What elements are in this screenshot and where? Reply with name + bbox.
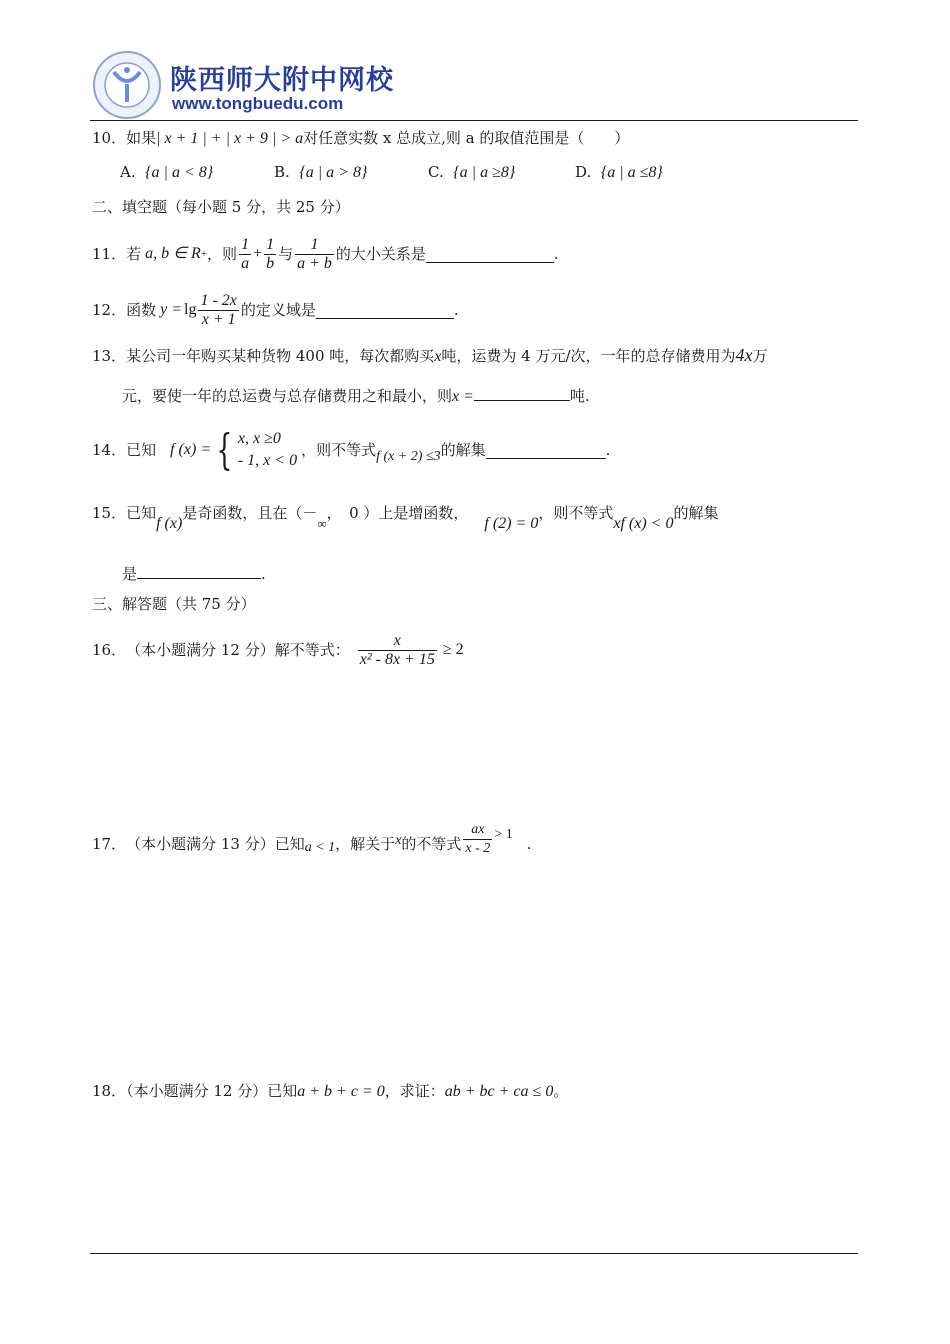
q12-end: . [453, 301, 459, 319]
question-15-line-2 [122, 562, 266, 584]
q10-text: 如果 [126, 129, 157, 147]
q11-text-and: 与 [278, 245, 294, 263]
q15-end: . [261, 565, 266, 583]
answer-blank[interactable] [486, 442, 606, 459]
q11-text-post: 的大小关系是 [335, 245, 426, 263]
q11-text: 若 [126, 245, 142, 263]
q17-text-post: 的不等式 [401, 835, 462, 853]
denominator: b [266, 254, 275, 272]
numerator: x [393, 631, 401, 649]
answer-blank[interactable] [316, 302, 454, 319]
q11-text-then: ，则 [207, 245, 238, 263]
question-18 [92, 1081, 568, 1102]
denominator: x - 2 [465, 840, 491, 856]
question-number: 16． [92, 641, 127, 659]
q10-option-d [575, 162, 663, 183]
option-label: C. [428, 163, 444, 181]
question-10 [92, 128, 629, 149]
question-number: 13． [92, 347, 127, 365]
q17-text-mid: ，解关于 [335, 835, 396, 853]
option-text: {a | a ≤8} [600, 164, 663, 181]
q17-x: x [395, 833, 402, 848]
question-13-line-2 [122, 384, 590, 407]
option-label: B. [274, 163, 290, 181]
q10-inequality: | x + 1 | + | x + 9 | > a [156, 130, 304, 147]
q12-text-post: 的定义域是 [240, 301, 316, 319]
q11-end: . [553, 245, 559, 263]
question-number: 15． [92, 504, 127, 522]
q10-option-b [274, 162, 367, 183]
option-label: A. [120, 163, 136, 181]
q16-fraction [358, 632, 437, 669]
q15-text-b: ， 0 ）上是增函数， [326, 504, 469, 522]
q15-text-c: ，则不等式 [538, 504, 614, 522]
q11-superscript: + [200, 248, 208, 260]
question-number: 18． [92, 1082, 127, 1100]
q15-text-line2: 是 [122, 565, 138, 583]
q11-condition: a, b ∈ R [145, 245, 201, 262]
q15-text-a: 是奇函数，且在（－ [182, 504, 318, 522]
answer-blank[interactable] [474, 384, 570, 401]
header-rule [90, 120, 858, 121]
footer-rule [90, 1253, 858, 1254]
q13-text-c: 万 [752, 347, 768, 365]
q18-claim: ab + bc + ca ≤ 0 [444, 1083, 554, 1100]
q13-unit: 吨. [569, 387, 590, 405]
q17-condition: a < 1 [304, 840, 336, 855]
option-text: {a | a < 8} [145, 164, 214, 181]
q15-f-of-2: f (2) = 0 [484, 515, 539, 532]
question-number: 12． [92, 301, 127, 319]
q18-text-mid: ，求证： [384, 1082, 445, 1100]
option-text: {a | a ≥8} [453, 164, 516, 181]
numerator: 1 [310, 235, 319, 253]
q17-rhs: > 1 [494, 827, 513, 842]
q12-text: 函数 [126, 301, 157, 319]
fraction-1-over-a-plus-b [295, 236, 334, 273]
section-heading-fill-in: 二、填空题（每小题 5 分，共 25 分） [92, 198, 350, 216]
denominator: a + b [297, 254, 332, 272]
q18-text: （本小题满分 12 分）已知 [126, 1082, 298, 1100]
q13-x-equals: x = [452, 388, 474, 405]
q17-end: . [526, 835, 532, 853]
q15-text-d: 的解集 [673, 504, 719, 522]
denominator: x² - 8x + 15 [359, 650, 435, 668]
question-number: 10． [92, 129, 127, 147]
answer-blank[interactable] [426, 246, 554, 263]
logo-url: www.tongbuedu.com [172, 94, 344, 113]
question-11 [92, 234, 559, 274]
q13-text: 某公司一年购买某种货物 400 吨，每次都购买 [126, 347, 435, 365]
q14-end: . [605, 441, 611, 459]
denominator: a [241, 254, 250, 272]
q12-fraction [198, 292, 238, 329]
case-2: - 1, x < 0 [237, 452, 298, 469]
logo-title: 陕西师大附中网校 [170, 65, 394, 96]
numerator: 1 [241, 235, 250, 253]
question-15-line-1 [92, 503, 718, 539]
plus-sign: + [253, 245, 263, 262]
answer-blank[interactable] [137, 562, 261, 579]
q12-lg: lg [184, 301, 197, 318]
denominator: x + 1 [201, 310, 236, 328]
question-16 [92, 628, 464, 672]
school-seal [92, 50, 162, 120]
q14-text-post: 的解集 [440, 441, 486, 459]
q18-condition: a + b + c = 0 [297, 1083, 385, 1100]
case-1: x, x ≥0 [237, 430, 281, 447]
piecewise-cases [238, 428, 297, 472]
q15-f-of-x: f (x) [156, 515, 183, 532]
question-12 [92, 290, 459, 330]
question-14 [92, 424, 610, 476]
q14-inequality: f (x + 2) ≤3 [376, 449, 441, 464]
q12-lhs: y = [160, 301, 183, 318]
q13-4x: 4x [735, 345, 753, 365]
numerator: 1 [266, 235, 275, 253]
question-number: 14． [92, 441, 127, 459]
q13-x: x [434, 348, 442, 365]
q13-text-b: 吨，运费为 4 万元/次，一年的总存储费用为 [441, 347, 736, 365]
q14-text: 已知 [126, 441, 157, 459]
question-number: 17． [92, 835, 127, 853]
option-text: {a | a > 8} [299, 164, 368, 181]
q14-text-mid: ，则不等式 [301, 441, 377, 459]
fraction-1-over-b [264, 236, 276, 273]
q15-inequality: xf (x) < 0 [613, 515, 674, 532]
q16-rhs: ≥ 2 [442, 641, 464, 658]
infinity-symbol: ∞ [317, 516, 327, 531]
q18-end: 。 [553, 1082, 569, 1100]
question-number: 11． [92, 245, 127, 263]
section-heading-solutions: 三、解答题（共 75 分） [92, 595, 256, 613]
q16-text: （本小题满分 12 分）解不等式： [126, 641, 350, 659]
option-label: D. [575, 163, 592, 181]
numerator: ax [471, 821, 485, 837]
question-17 [92, 822, 532, 866]
q17-fraction [463, 821, 492, 858]
q14-f-of-x: f (x) = [170, 441, 212, 458]
q15-text: 已知 [126, 504, 157, 522]
q17-text: （本小题满分 13 分）已知 [126, 835, 305, 853]
q10-option-c [428, 162, 515, 183]
question-13-line-1 [92, 345, 768, 367]
fraction-1-over-a [239, 236, 251, 273]
q10-option-a [120, 162, 213, 183]
left-brace: { [216, 425, 233, 474]
q10-text-post: 对任意实数 x 总成立,则 a 的取值范围是（ ） [303, 129, 630, 147]
numerator: 1 - 2x [200, 291, 237, 309]
q13-text-line2: 元，要使一年的总运费与总存储费用之和最小，则 [122, 387, 453, 405]
